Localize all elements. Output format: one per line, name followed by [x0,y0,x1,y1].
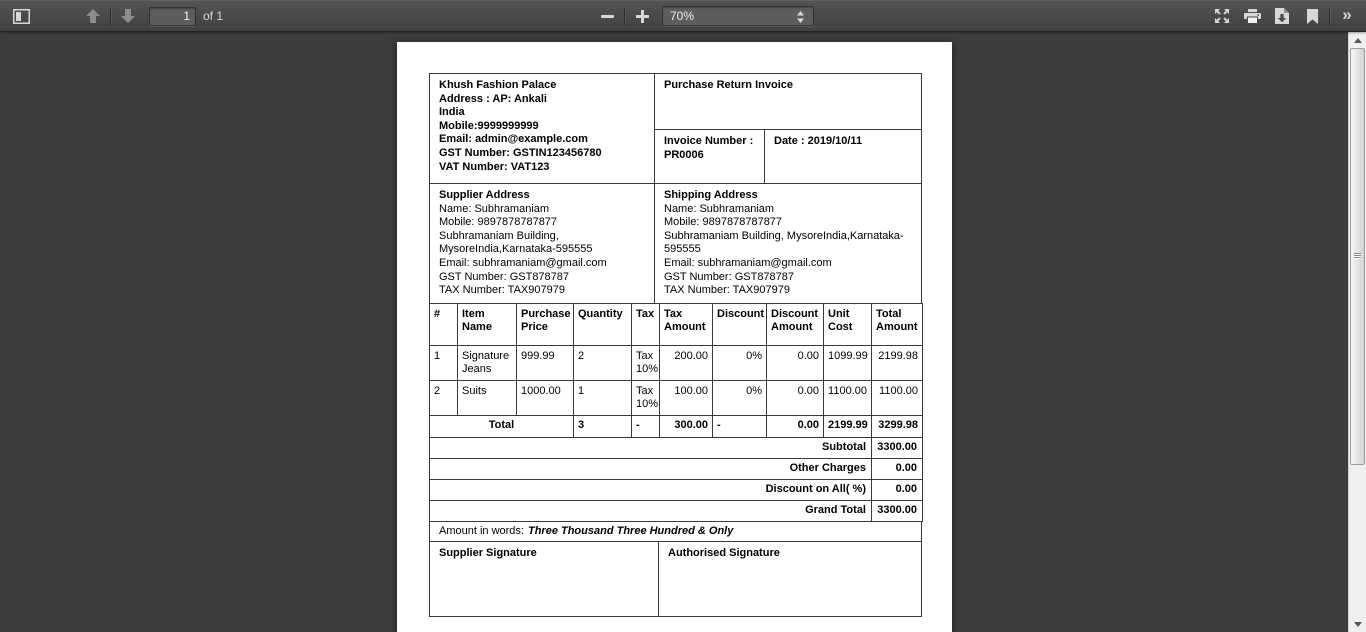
shipping-address-block [655,184,921,303]
summary-label-grand-total: Grand Total [430,500,872,521]
cell-discount-amount: 0.00 [767,345,824,380]
summary-value-discount-on-all: 0.00 [872,479,923,500]
total-tax: - [632,415,660,437]
supplier-email-line: Email: subhramaniam@gmail.com [439,256,607,269]
shipping-email-line: Email: subhramaniam@gmail.com [664,256,832,269]
invoice-title: Purchase Return Invoice [655,74,921,130]
cell-unit-cost: 1100.00 [824,380,872,415]
cell-quantity: 2 [574,345,632,380]
cell-item-name: Suits [458,380,517,415]
scrollbar-down-button[interactable] [1349,616,1366,632]
col-header-tax-amount: Tax Amount [660,303,713,345]
company-info-block [430,74,655,183]
toolbar-separator [110,8,111,25]
company-email-line: Email: admin@example.com [439,133,588,146]
download-icon [1275,8,1289,24]
sidebar-toggle-button[interactable] [6,3,36,29]
total-tax-amount: 300.00 [660,415,713,437]
supplier-mobile-line: Mobile: 9897878787877 [439,216,558,229]
col-header-total-amount: Total Amount [872,303,923,345]
scroll-up-icon [1354,38,1362,43]
page-number-input[interactable] [149,7,196,26]
download-button[interactable] [1267,3,1297,29]
cell-discount: 0% [713,380,767,415]
supplier-address-line: Subhramaniam Building, MysoreIndia,Karnataka-595555 [439,229,593,256]
invoice-date: Date : 2019/10/11 [774,135,863,147]
cell-tax: Tax 10% [632,380,660,415]
company-country-line: India [439,106,465,119]
scrollbar-thumb[interactable] [1350,48,1365,465]
summary-row [430,500,923,521]
total-quantity: 3 [574,415,632,437]
previous-page-icon [85,9,101,23]
toolbar-separator [624,8,625,25]
supplier-name-line: Name: Subhramaniam [439,202,550,215]
invoice-number: Invoice Number : PR0006 [655,130,765,183]
summary-value-grand-total: 3300.00 [872,500,923,521]
summary-label-other-charges: Other Charges [430,458,872,479]
col-header-discount: Discount [713,303,767,345]
scroll-down-icon [1354,622,1362,627]
invoice-header-section [429,73,922,184]
toolbar-left-group [6,0,223,32]
invoice-document [429,73,922,617]
authorised-signature-label: Authorised Signature [668,546,780,559]
table-row [430,345,923,380]
more-tools-icon: » [1342,5,1352,24]
cell-purchase-price: 1000.00 [517,380,574,415]
presentation-mode-button[interactable] [1207,3,1237,29]
print-icon [1244,9,1261,24]
pdf-viewer-toolbar [0,0,1366,32]
summary-row [430,437,923,458]
shipping-mobile-line: Mobile: 9897878787877 [664,216,783,229]
cell-unit-cost: 1099.99 [824,345,872,380]
supplier-address-block [430,184,655,303]
print-button[interactable] [1237,3,1267,29]
cell-purchase-price: 999.99 [517,345,574,380]
summary-value-other-charges: 0.00 [872,458,923,479]
bookmark-icon [1307,9,1318,24]
more-tools-button[interactable] [1332,3,1362,29]
shipping-address-line: Subhramaniam Building, MysoreIndia,Karnataka-595555 [664,229,904,256]
cell-item-name: Signature Jeans [458,345,517,380]
scrollbar-grip-icon [1354,253,1361,259]
toolbar-center-group [592,0,814,32]
scrollbar-up-button[interactable] [1349,32,1366,48]
vertical-scrollbar[interactable] [1348,32,1366,632]
company-vat-line: VAT Number: VAT123 [439,160,550,173]
total-label: Total [430,415,574,437]
address-section [429,183,922,304]
company-gst-line: GST Number: GSTIN123456780 [439,146,602,159]
shipping-address-heading: Shipping Address [664,189,758,201]
presentation-mode-icon [1214,8,1230,24]
supplier-tax-line: TAX Number: TAX907979 [439,284,565,297]
next-page-icon [120,9,136,23]
total-unit-cost: 2199.99 [824,415,872,437]
cell-tax-amount: 100.00 [660,380,713,415]
supplier-gst-line: GST Number: GST878787 [439,270,570,283]
toolbar-separator [1329,8,1330,25]
total-total-amount: 3299.98 [872,415,923,437]
shipping-tax-line: TAX Number: TAX907979 [664,284,790,297]
summary-label-discount-on-all: Discount on All( %) [430,479,872,500]
summary-label-subtotal: Subtotal [430,437,872,458]
col-header-quantity: Quantity [574,303,632,345]
previous-page-button[interactable] [78,3,108,29]
cell-index: 1 [430,345,458,380]
cell-index: 2 [430,380,458,415]
line-items-table [429,303,923,522]
zoom-level-select[interactable] [662,6,814,26]
summary-row [430,458,923,479]
zoom-out-button[interactable] [592,3,622,29]
zoom-level-value: 70% [670,9,695,23]
zoom-out-icon [601,10,614,23]
signature-section [429,541,922,617]
select-spinner-icon [797,11,804,26]
sidebar-toggle-icon [13,9,30,24]
cell-tax-amount: 200.00 [660,345,713,380]
company-mobile-line: Mobile:9999999999 [439,119,539,132]
next-page-button[interactable] [113,3,143,29]
total-discount-amount: 0.00 [767,415,824,437]
zoom-in-icon [636,10,649,23]
bookmark-button[interactable] [1297,3,1327,29]
supplier-signature-label: Supplier Signature [430,542,659,616]
summary-row [430,479,923,500]
table-header-row [430,303,923,345]
cell-total-amount: 1100.00 [872,380,923,415]
company-address-line: Address : AP: Ankali [439,92,547,105]
cell-total-amount: 2199.98 [872,345,923,380]
supplier-address-heading: Supplier Address [439,189,530,201]
total-discount: - [713,415,767,437]
col-header-index: # [430,303,458,345]
col-header-tax: Tax [632,303,660,345]
company-name: Khush Fashion Palace [439,79,557,91]
summary-value-subtotal: 3300.00 [872,437,923,458]
cell-quantity: 1 [574,380,632,415]
amount-in-words-row [429,521,922,542]
col-header-item-name: Item Name [458,303,517,345]
table-row [430,380,923,415]
col-header-unit-cost: Unit Cost [824,303,872,345]
amount-in-words-value: Three Thousand Three Hundred & Only [527,525,734,538]
zoom-in-button[interactable] [627,3,657,29]
pdf-page [397,42,952,632]
toolbar-right-group [1207,0,1362,32]
col-header-purchase-price: Purchase Price [517,303,574,345]
cell-discount: 0% [713,345,767,380]
pdf-viewer-area [0,32,1348,632]
col-header-discount-amount: Discount Amount [767,303,824,345]
shipping-name-line: Name: Subhramaniam [664,202,775,215]
cell-tax: Tax 10% [632,345,660,380]
cell-discount-amount: 0.00 [767,380,824,415]
table-total-row [430,415,923,437]
amount-in-words-label: Amount in words: [439,525,524,538]
page-count-label: of 1 [203,9,224,23]
shipping-gst-line: GST Number: GST878787 [664,270,795,283]
